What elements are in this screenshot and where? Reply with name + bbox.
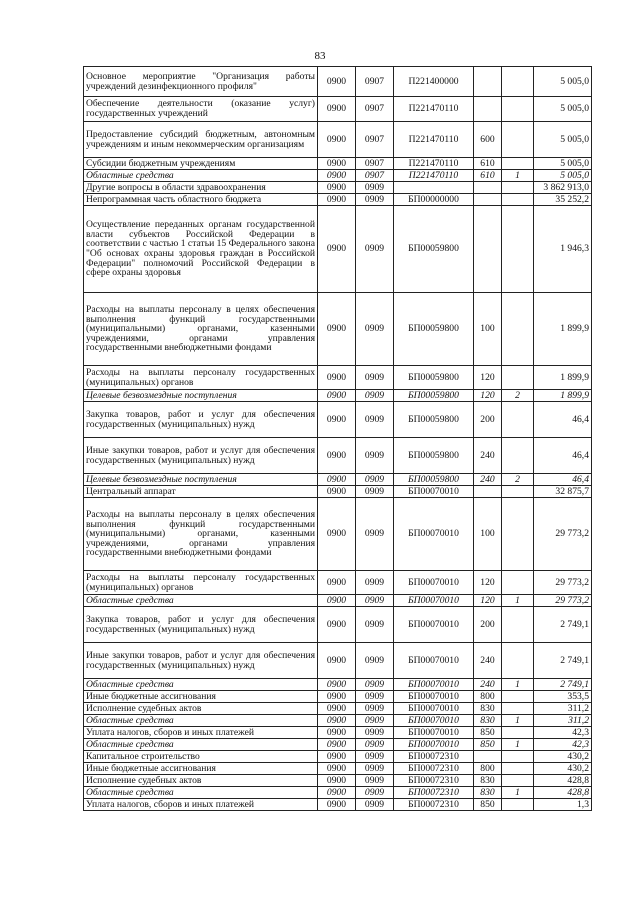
amount: 42,3 (534, 739, 592, 751)
expense-type-code: 830 (474, 715, 502, 727)
subsection-code: 0909 (356, 194, 394, 206)
target-article-code: БП00072310 (394, 799, 474, 811)
item-name: Областные средства (84, 170, 318, 182)
amount: 5 005,0 (534, 122, 592, 158)
funding-source-code (502, 158, 534, 170)
amount: 3 862 913,0 (534, 182, 592, 194)
target-article-code: БП00000000 (394, 194, 474, 206)
item-name: Областные средства (84, 679, 318, 691)
target-article-code: БП00070010 (394, 607, 474, 643)
section-code: 0900 (318, 571, 356, 595)
funding-source-code (502, 751, 534, 763)
table-row (84, 751, 592, 763)
item-name: Иные бюджетные ассигнования (84, 691, 318, 703)
table-row (84, 438, 592, 474)
subsection-code: 0909 (356, 486, 394, 498)
budget-table (83, 66, 592, 811)
subsection-code: 0909 (356, 691, 394, 703)
item-name: Расходы на выплаты персоналу государственных (муниципальных) органов (84, 366, 318, 390)
target-article-code: БП00059800 (394, 402, 474, 438)
expense-type-code: 830 (474, 787, 502, 799)
funding-source-code (502, 182, 534, 194)
subsection-code: 0907 (356, 158, 394, 170)
target-article-code: П221470110 (394, 97, 474, 122)
table-row (84, 643, 592, 679)
target-article-code: П221470110 (394, 122, 474, 158)
amount: 5 005,0 (534, 170, 592, 182)
section-code: 0900 (318, 366, 356, 390)
subsection-code: 0909 (356, 799, 394, 811)
amount: 2 749,1 (534, 643, 592, 679)
amount: 1 899,9 (534, 390, 592, 402)
item-name: Осуществление переданных органам государственной власти субъектов Российской Федерации в соответствии с частью 1 статьи 15 Федерального закона "Об основах охраны здоровья граждан в Российской Федерации" полномочий Российской Федерации в сфере охраны здоровья (84, 206, 318, 293)
item-name: Уплата налогов, сборов и иных платежей (84, 727, 318, 739)
funding-source-code: 1 (502, 679, 534, 691)
amount: 1,3 (534, 799, 592, 811)
item-name: Субсидии бюджетным учреждениям (84, 158, 318, 170)
item-name: Расходы на выплаты персоналу в целях обеспечения выполнения функций государственными (муниципальными) органами, казенными учреждениями, органами управления государственными внебюджетными фондами (84, 293, 318, 366)
target-article-code: БП00059800 (394, 206, 474, 293)
subsection-code: 0909 (356, 787, 394, 799)
subsection-code: 0909 (356, 366, 394, 390)
funding-source-code: 2 (502, 474, 534, 486)
section-code: 0900 (318, 775, 356, 787)
target-article-code: БП00059800 (394, 293, 474, 366)
expense-type-code: 850 (474, 799, 502, 811)
funding-source-code (502, 691, 534, 703)
expense-type-code: 200 (474, 607, 502, 643)
expense-type-code: 120 (474, 366, 502, 390)
expense-type-code: 240 (474, 679, 502, 691)
subsection-code: 0909 (356, 715, 394, 727)
subsection-code: 0909 (356, 498, 394, 571)
item-name: Предоставление субсидий бюджетным, автономным учреждениям и иным некоммерческим организациям (84, 122, 318, 158)
funding-source-code (502, 194, 534, 206)
amount: 42,3 (534, 727, 592, 739)
target-article-code: БП00070010 (394, 703, 474, 715)
funding-source-code (502, 775, 534, 787)
target-article-code: БП00070010 (394, 498, 474, 571)
table-row (84, 727, 592, 739)
expense-type-code: 830 (474, 775, 502, 787)
table-row (84, 474, 592, 486)
amount: 46,4 (534, 438, 592, 474)
subsection-code: 0909 (356, 474, 394, 486)
table-row (84, 775, 592, 787)
section-code: 0900 (318, 438, 356, 474)
item-name: Расходы на выплаты персоналу государственных (муниципальных) органов (84, 571, 318, 595)
section-code: 0900 (318, 486, 356, 498)
section-code: 0900 (318, 182, 356, 194)
item-name: Исполнение судебных актов (84, 775, 318, 787)
table-row (84, 486, 592, 498)
amount: 2 749,1 (534, 679, 592, 691)
table-row (84, 691, 592, 703)
expense-type-code: 830 (474, 703, 502, 715)
amount: 29 773,2 (534, 498, 592, 571)
funding-source-code (502, 498, 534, 571)
subsection-code: 0909 (356, 703, 394, 715)
table-row (84, 67, 592, 97)
subsection-code: 0909 (356, 739, 394, 751)
amount: 430,2 (534, 751, 592, 763)
expense-type-code: 850 (474, 727, 502, 739)
funding-source-code (502, 122, 534, 158)
funding-source-code (502, 438, 534, 474)
table-row (84, 182, 592, 194)
section-code: 0900 (318, 595, 356, 607)
section-code: 0900 (318, 751, 356, 763)
amount: 428,8 (534, 787, 592, 799)
item-name: Капитальное строительство (84, 751, 318, 763)
subsection-code: 0907 (356, 170, 394, 182)
subsection-code: 0909 (356, 607, 394, 643)
section-code: 0900 (318, 763, 356, 775)
section-code: 0900 (318, 206, 356, 293)
item-name: Областные средства (84, 595, 318, 607)
table-row (84, 763, 592, 775)
expense-type-code (474, 182, 502, 194)
target-article-code: БП00059800 (394, 438, 474, 474)
funding-source-code (502, 206, 534, 293)
target-article-code: БП00070010 (394, 715, 474, 727)
expense-type-code (474, 751, 502, 763)
target-article-code: П221470110 (394, 158, 474, 170)
amount: 5 005,0 (534, 158, 592, 170)
expense-type-code (474, 486, 502, 498)
table-row (84, 402, 592, 438)
expense-type-code: 120 (474, 571, 502, 595)
amount: 5 005,0 (534, 67, 592, 97)
target-article-code: П221400000 (394, 67, 474, 97)
item-name: Иные закупки товаров, работ и услуг для обеспечения государственных (муниципальных) нужд (84, 438, 318, 474)
target-article-code: БП00070010 (394, 739, 474, 751)
table-row (84, 595, 592, 607)
section-code: 0900 (318, 703, 356, 715)
target-article-code: БП00059800 (394, 390, 474, 402)
target-article-code: БП00070010 (394, 679, 474, 691)
target-article-code (394, 182, 474, 194)
amount: 5 005,0 (534, 97, 592, 122)
expense-type-code: 850 (474, 739, 502, 751)
section-code: 0900 (318, 67, 356, 97)
amount: 32 875,7 (534, 486, 592, 498)
expense-type-code: 800 (474, 691, 502, 703)
section-code: 0900 (318, 679, 356, 691)
target-article-code: БП00059800 (394, 474, 474, 486)
expense-type-code: 610 (474, 158, 502, 170)
table-row (84, 366, 592, 390)
table-row (84, 170, 592, 182)
section-code: 0900 (318, 402, 356, 438)
expense-type-code: 800 (474, 763, 502, 775)
target-article-code: БП00070010 (394, 691, 474, 703)
subsection-code: 0909 (356, 595, 394, 607)
table-row (84, 498, 592, 571)
target-article-code: П221470110 (394, 170, 474, 182)
amount: 428,8 (534, 775, 592, 787)
table-row (84, 715, 592, 727)
table-row (84, 607, 592, 643)
amount: 35 252,2 (534, 194, 592, 206)
section-code: 0900 (318, 715, 356, 727)
target-article-code: БП00070010 (394, 727, 474, 739)
funding-source-code (502, 402, 534, 438)
item-name: Иные бюджетные ассигнования (84, 763, 318, 775)
amount: 46,4 (534, 474, 592, 486)
item-name: Другие вопросы в области здравоохранения (84, 182, 318, 194)
funding-source-code (502, 727, 534, 739)
item-name: Центральный аппарат (84, 486, 318, 498)
table-row (84, 194, 592, 206)
table-row (84, 293, 592, 366)
item-name: Уплата налогов, сборов и иных платежей (84, 799, 318, 811)
funding-source-code (502, 293, 534, 366)
funding-source-code (502, 67, 534, 97)
section-code: 0900 (318, 498, 356, 571)
funding-source-code (502, 703, 534, 715)
section-code: 0900 (318, 293, 356, 366)
subsection-code: 0909 (356, 206, 394, 293)
target-article-code: БП00070010 (394, 595, 474, 607)
amount: 29 773,2 (534, 595, 592, 607)
expense-type-code: 120 (474, 390, 502, 402)
funding-source-code: 1 (502, 787, 534, 799)
expense-type-code (474, 97, 502, 122)
funding-source-code: 2 (502, 390, 534, 402)
funding-source-code (502, 799, 534, 811)
subsection-code: 0909 (356, 182, 394, 194)
expense-type-code: 200 (474, 402, 502, 438)
expense-type-code (474, 194, 502, 206)
funding-source-code (502, 366, 534, 390)
subsection-code: 0909 (356, 763, 394, 775)
table-row (84, 787, 592, 799)
item-name: Исполнение судебных актов (84, 703, 318, 715)
table-row (84, 679, 592, 691)
table-row (84, 703, 592, 715)
item-name: Основное мероприятие "Организация работы учреждений дезинфекционного профиля" (84, 67, 318, 97)
item-name: Областные средства (84, 787, 318, 799)
section-code: 0900 (318, 607, 356, 643)
subsection-code: 0909 (356, 775, 394, 787)
subsection-code: 0907 (356, 67, 394, 97)
subsection-code: 0909 (356, 293, 394, 366)
target-article-code: БП00059800 (394, 366, 474, 390)
table-body (84, 67, 592, 811)
section-code: 0900 (318, 194, 356, 206)
funding-source-code (502, 763, 534, 775)
section-code: 0900 (318, 643, 356, 679)
funding-source-code: 1 (502, 595, 534, 607)
item-name: Обеспечение деятельности (оказание услуг) государственных учреждений (84, 97, 318, 122)
item-name: Целевые безвозмездные поступления (84, 390, 318, 402)
section-code: 0900 (318, 170, 356, 182)
subsection-code: 0909 (356, 390, 394, 402)
amount: 311,2 (534, 715, 592, 727)
item-name: Областные средства (84, 715, 318, 727)
item-name: Расходы на выплаты персоналу в целях обеспечения выполнения функций государственными (муниципальными) органами, казенными учреждениями, органами управления государственными внебюджетными фондами (84, 498, 318, 571)
funding-source-code: 1 (502, 715, 534, 727)
amount: 430,2 (534, 763, 592, 775)
subsection-code: 0909 (356, 751, 394, 763)
expense-type-code: 610 (474, 170, 502, 182)
item-name: Непрограммная часть областного бюджета (84, 194, 318, 206)
funding-source-code (502, 643, 534, 679)
target-article-code: БП00072310 (394, 787, 474, 799)
table-row (84, 158, 592, 170)
target-article-code: БП00072310 (394, 763, 474, 775)
item-name: Закупка товаров, работ и услуг для обеспечения государственных (муниципальных) нужд (84, 607, 318, 643)
subsection-code: 0907 (356, 122, 394, 158)
funding-source-code (502, 607, 534, 643)
item-name: Закупка товаров, работ и услуг для обеспечения государственных (муниципальных) нужд (84, 402, 318, 438)
target-article-code: БП00072310 (394, 775, 474, 787)
expense-type-code (474, 206, 502, 293)
expense-type-code: 240 (474, 643, 502, 679)
subsection-code: 0909 (356, 727, 394, 739)
funding-source-code (502, 571, 534, 595)
section-code: 0900 (318, 97, 356, 122)
target-article-code: БП00070010 (394, 571, 474, 595)
table-row (84, 739, 592, 751)
amount: 2 749,1 (534, 607, 592, 643)
table-row (84, 571, 592, 595)
item-name: Областные средства (84, 739, 318, 751)
page-number: 83 (314, 50, 326, 62)
subsection-code: 0909 (356, 679, 394, 691)
table-row (84, 799, 592, 811)
section-code: 0900 (318, 390, 356, 402)
funding-source-code: 1 (502, 170, 534, 182)
subsection-code: 0909 (356, 571, 394, 595)
table-row (84, 206, 592, 293)
section-code: 0900 (318, 691, 356, 703)
amount: 29 773,2 (534, 571, 592, 595)
target-article-code: БП00070010 (394, 486, 474, 498)
funding-source-code: 1 (502, 739, 534, 751)
expense-type-code: 240 (474, 438, 502, 474)
expense-type-code: 120 (474, 595, 502, 607)
amount: 311,2 (534, 703, 592, 715)
expense-type-code: 240 (474, 474, 502, 486)
item-name: Иные закупки товаров, работ и услуг для обеспечения государственных (муниципальных) нужд (84, 643, 318, 679)
subsection-code: 0909 (356, 402, 394, 438)
section-code: 0900 (318, 158, 356, 170)
target-article-code: БП00070010 (394, 643, 474, 679)
subsection-code: 0909 (356, 438, 394, 474)
amount: 353,5 (534, 691, 592, 703)
section-code: 0900 (318, 122, 356, 158)
target-article-code: БП00072310 (394, 751, 474, 763)
table-row (84, 97, 592, 122)
section-code: 0900 (318, 474, 356, 486)
subsection-code: 0907 (356, 97, 394, 122)
table-row (84, 122, 592, 158)
amount: 1 899,9 (534, 366, 592, 390)
amount: 1 946,3 (534, 206, 592, 293)
expense-type-code: 100 (474, 498, 502, 571)
section-code: 0900 (318, 787, 356, 799)
section-code: 0900 (318, 727, 356, 739)
section-code: 0900 (318, 799, 356, 811)
funding-source-code (502, 486, 534, 498)
subsection-code: 0909 (356, 643, 394, 679)
item-name: Целевые безвозмездные поступления (84, 474, 318, 486)
table-row (84, 390, 592, 402)
amount: 46,4 (534, 402, 592, 438)
amount: 1 899,9 (534, 293, 592, 366)
funding-source-code (502, 97, 534, 122)
expense-type-code (474, 67, 502, 97)
section-code: 0900 (318, 739, 356, 751)
expense-type-code: 600 (474, 122, 502, 158)
expense-type-code: 100 (474, 293, 502, 366)
